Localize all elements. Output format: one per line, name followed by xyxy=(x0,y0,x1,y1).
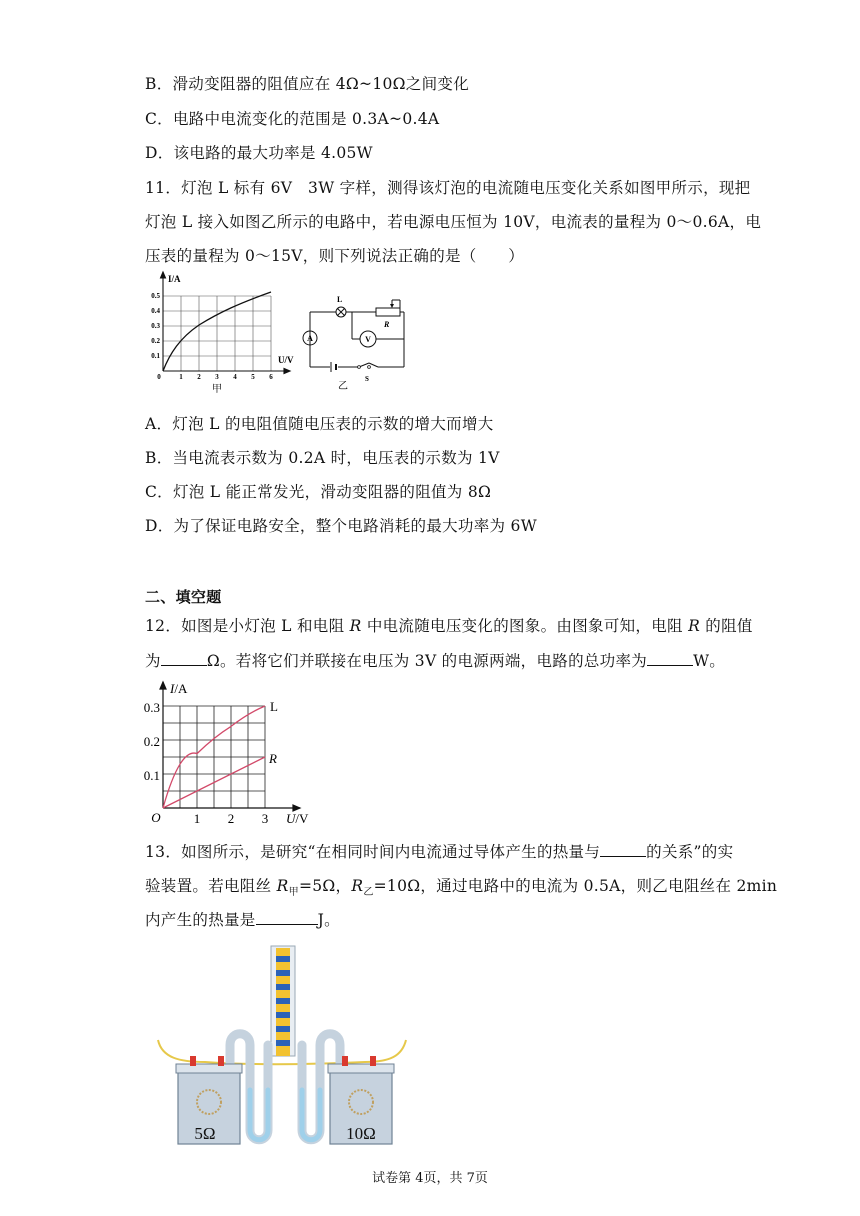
q11-option-b: B．当电流表示数为 0.2A 时，电压表的示数为 1V xyxy=(145,449,500,467)
q12-origin: O xyxy=(151,810,161,825)
q11-xtick: 3 xyxy=(215,373,219,381)
q11-option-a: A．灯泡 L 的电阻值随电压表的示数的增大而增大 xyxy=(145,415,494,433)
q11-ytick: 0.1 xyxy=(151,352,160,360)
q12-xtick: 3 xyxy=(261,811,269,826)
q10-option-c: C．电路中电流变化的范围是 0.3A~0.4A xyxy=(145,110,440,128)
q11-circuit-caption: 乙 xyxy=(338,381,348,392)
q11-xtick: 0 xyxy=(157,373,161,381)
q11-ytick: 0.4 xyxy=(151,307,160,315)
q11-xtick: 5 xyxy=(251,373,255,381)
q12-ytick: 0.3 xyxy=(143,700,160,715)
q11-graph-xlabel: U/V xyxy=(278,355,294,365)
q11-ytick: 0.3 xyxy=(151,322,160,330)
q13-stem-line2: 验装置。若电阻丝 $R_甲=5\Omega$，$R_乙=10\Omega$，通过电路中的电流为 0.5A，则乙电阻丝在 2min xyxy=(145,877,778,899)
answer-blank xyxy=(256,912,318,925)
q13-right-resistor-label: 10Ω xyxy=(346,1124,376,1143)
q12-curve-l-label: L xyxy=(270,699,278,714)
q12-stem-line2: 为 Ω。若将它们并联接在电压为 3V 的电源两端，电路的总功率为 W。 xyxy=(145,652,726,670)
q13-left-resistor-label: 5Ω xyxy=(194,1124,216,1143)
q10-option-b: B．滑动变阻器的阻值应在 4Ω~10Ω之间变化 xyxy=(145,75,469,93)
answer-blank xyxy=(161,653,207,666)
q12-line-r-label: R xyxy=(269,751,277,766)
q11-option-d: D．为了保证电路安全，整个电路消耗的最大功率为 6W xyxy=(145,517,537,535)
answer-blank xyxy=(647,653,693,666)
q11-rheostat-label: R xyxy=(384,320,390,329)
q11-xtick: 2 xyxy=(197,373,201,381)
q12-ytick: 0.1 xyxy=(143,768,160,783)
q11-graph-jia xyxy=(140,268,300,396)
q12-graph-xlabel: U/V xyxy=(286,811,309,826)
q11-xtick: 1 xyxy=(179,373,183,381)
q12-graph xyxy=(140,676,320,832)
q10-option-d: D．该电路的最大功率是 4.05W xyxy=(145,144,373,162)
q11-stem-line1: 11．灯泡 L 标有 6V 3W 字样，测得该灯泡的电流随电压变化关系如图甲所示，现把 xyxy=(145,179,751,197)
q13-stem-line1: 13．如图所示，是研究“在相同时间内电流通过导体产生的热量与 的关系”的实 xyxy=(145,843,734,861)
page-footer: 试卷第 4页，共 7页 xyxy=(372,1171,488,1186)
q11-ammeter-label: A xyxy=(307,334,313,343)
section-title: 二、填空题 xyxy=(145,588,222,606)
q11-ytick: 0.2 xyxy=(151,337,160,345)
q13-apparatus xyxy=(150,940,420,1150)
q11-xtick: 6 xyxy=(269,373,273,381)
q11-switch-label: S xyxy=(365,375,369,383)
q11-option-c: C．灯泡 L 能正常发光，滑动变阻器的阻值为 8Ω xyxy=(145,483,492,501)
q11-stem-line3: 压表的量程为 0～15V，则下列说法正确的是（ ） xyxy=(145,247,525,265)
q11-voltmeter-label: V xyxy=(365,335,371,344)
q13-stem-line3: 内产生的热量是 J。 xyxy=(145,911,340,929)
q12-graph-ylabel: I/A xyxy=(170,681,188,696)
q11-graph-caption: 甲 xyxy=(212,384,222,395)
answer-blank xyxy=(600,844,646,857)
q12-stem-line1: 12．如图是小灯泡 L 和电阻 R 中电流随电压变化的图象。由图象可知，电阻 R 的阻值 xyxy=(145,617,753,635)
q11-stem-line2: 灯泡 L 接入如图乙所示的电路中，若电源电压恒为 10V，电流表的量程为 0～0.6A，电 xyxy=(145,213,762,231)
q11-lamp-label: L xyxy=(337,295,343,304)
q11-graph-ylabel: I/A xyxy=(168,274,181,284)
q11-ytick: 0.5 xyxy=(151,292,160,300)
q11-circuit-yi xyxy=(296,290,412,392)
q12-xtick: 1 xyxy=(193,811,201,826)
q11-xtick: 4 xyxy=(233,373,237,381)
q12-xtick: 2 xyxy=(227,811,235,826)
q12-ytick: 0.2 xyxy=(143,734,160,749)
